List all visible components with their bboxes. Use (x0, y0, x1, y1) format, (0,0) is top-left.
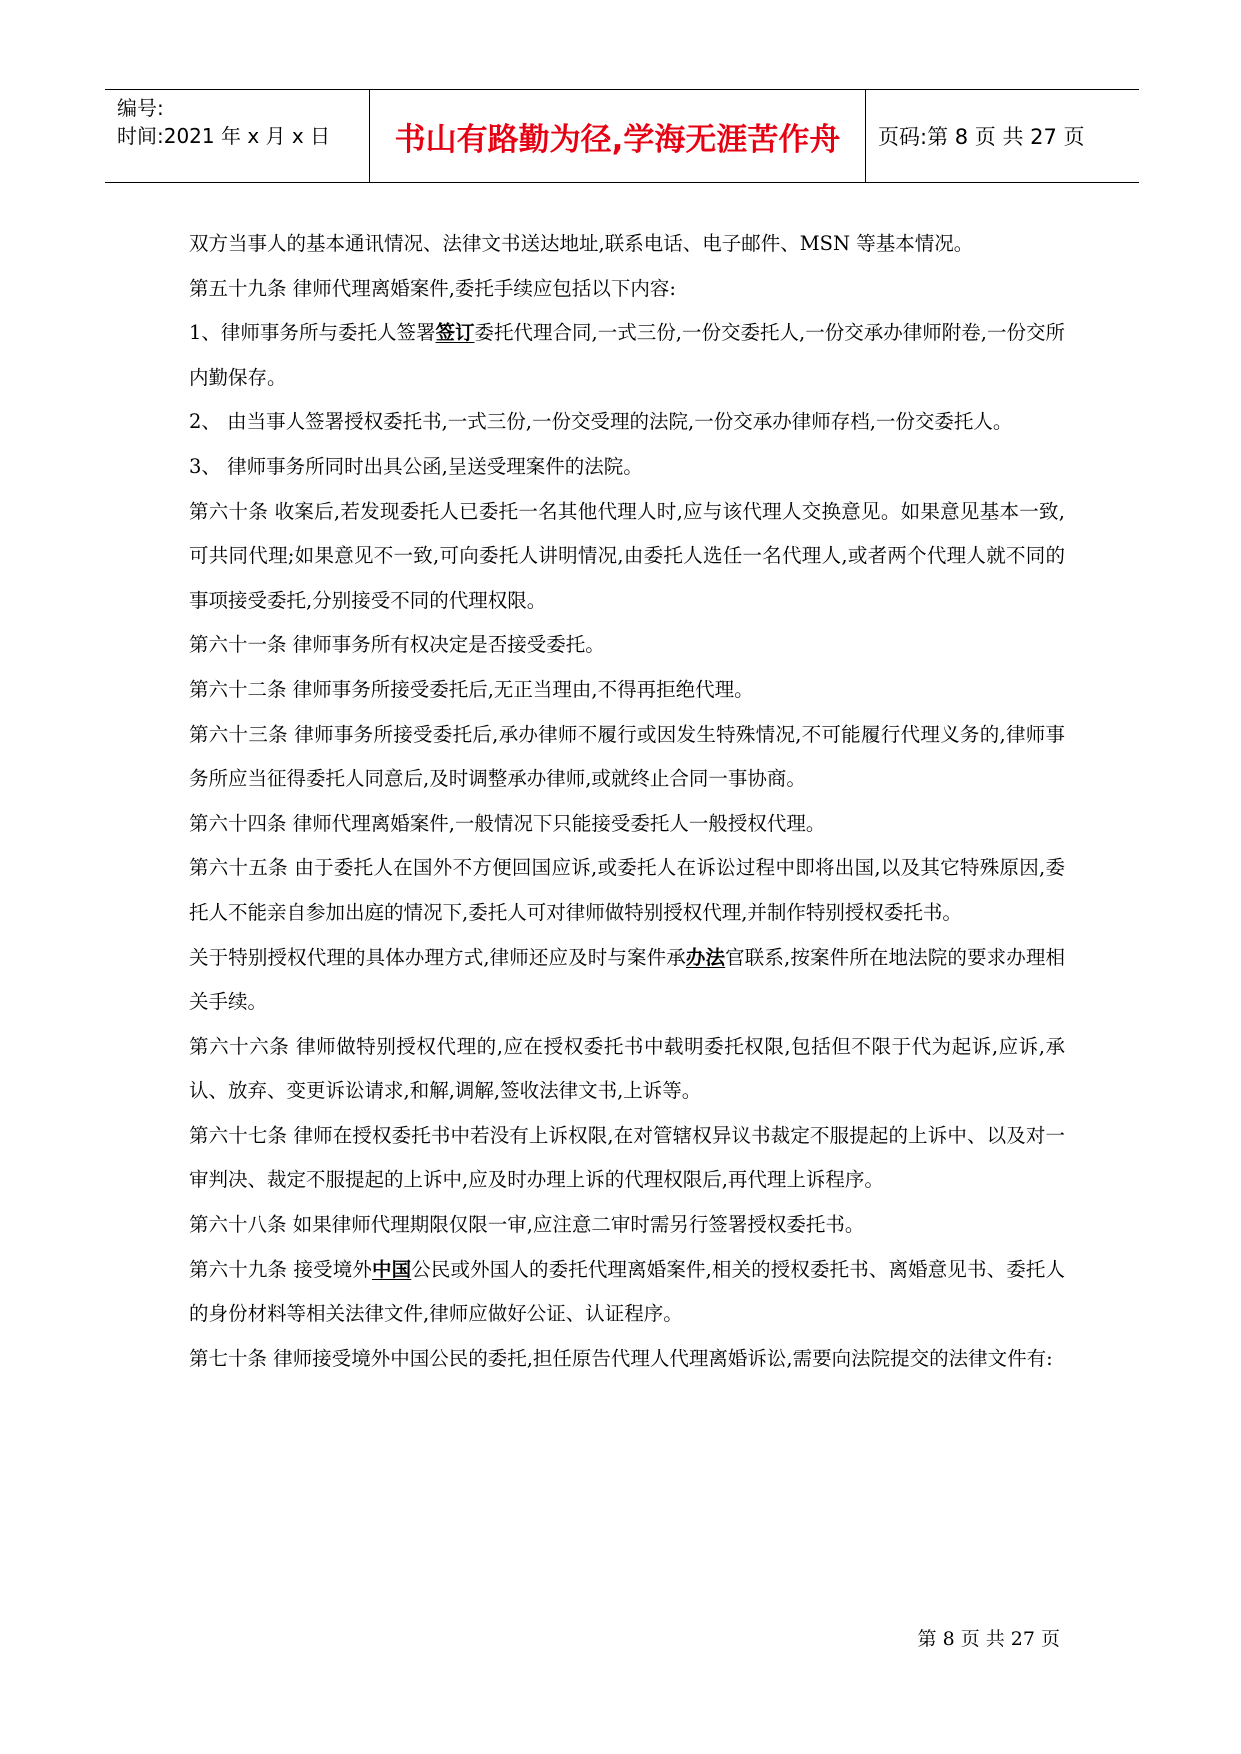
paragraph-text: 第六十七条 律师在授权委托书中若没有上诉权限,在对管辖权异议书裁定不服提起的上诉中、以及对一审判决、裁定不服提起的上诉中,应及时办理上诉的代理权限后,再代理上诉程序。 (189, 1123, 1065, 1192)
paragraph-text: 委托代理合同,一式三份,一份交委托人,一份交承办律师附卷,一份交所内勤保存。 (189, 321, 1065, 389)
paragraph-text: 第六十六条 律师做特别授权代理的,应在授权委托书中载明委托权限,包括但不限于代为起诉,应诉,承认、放弃、变更诉讼请求,和解,调解,签收法律文书,上诉等。 (189, 1034, 1065, 1103)
header-meta (105, 90, 370, 182)
document-number-label: 编号: (117, 96, 164, 120)
footer-page-number: 第 8 页 共 27 页 (917, 1628, 1060, 1650)
page-footer (700, 1624, 1060, 1651)
header-page-label: 页码:第 8 页 共 27 页 (878, 125, 1085, 149)
paragraph-text: 第六十二条 律师事务所接受委托后,无正当理由,不得再拒绝代理。 (189, 677, 754, 701)
body-paragraph (189, 400, 1065, 445)
body-paragraph (189, 1337, 1065, 1382)
body-paragraph (189, 802, 1065, 847)
paragraph-text: 第六十五条 由于委托人在国外不方便回国应诉,或委托人在诉讼过程中即将出国,以及其它特殊原因,委托人不能亲自参加出庭的情况下,委托人可对律师做特别授权代理,并制作特别授权委托书。 (189, 856, 1065, 924)
paragraph-text: 第六十九条 接受境外 (189, 1257, 372, 1281)
header-page-cell (866, 90, 1139, 182)
underlined-link-text[interactable]: 办法 (685, 945, 726, 969)
body-paragraph (189, 311, 1065, 400)
header-motto-cell (370, 90, 866, 182)
body-paragraph (189, 846, 1065, 935)
paragraph-text: 双方当事人的基本通讯情况、法律文书送达地址,联系电话、电子邮件、MSN 等基本情况。 (189, 232, 974, 255)
body-paragraph (189, 668, 1065, 713)
body-paragraph (189, 936, 1065, 1025)
paragraph-text: 第五十九条 律师代理离婚案件,委托手续应包括以下内容: (189, 276, 676, 300)
underlined-link-text[interactable]: 中国 (371, 1257, 412, 1281)
body-paragraph (189, 1203, 1065, 1248)
header-motto: 书山有路勤为径,学海无涯苦作舟 (394, 121, 841, 158)
paragraph-text: 关于特别授权代理的具体办理方式,律师还应及时与案件承 (189, 945, 686, 969)
body-paragraph (189, 623, 1065, 668)
body-paragraph (189, 445, 1065, 490)
paragraph-text: 第六十一条 律师事务所有权决定是否接受委托。 (189, 633, 605, 657)
document-body (189, 222, 1065, 1381)
paragraph-text: 2、 由当事人签署授权委托书,一式三份,一份交受理的法院,一份交承办律师存档,一份交委托人。 (189, 410, 1013, 434)
paragraph-text: 第六十三条 律师事务所接受委托后,承办律师不履行或因发生特殊情况,不可能履行代理义务的,律师事务所应当征得委托人同意后,及时调整承办律师,或就终止合同一事协商。 (189, 722, 1065, 791)
paragraph-text: 公民或外国人的委托代理离婚案件,相关的授权委托书、离婚意见书、委托人的身份材料等相关法律文件,律师应做好公证、认证程序。 (189, 1257, 1065, 1326)
body-paragraph (189, 267, 1065, 312)
paragraph-text: 第六十八条 如果律师代理期限仅限一审,应注意二审时需另行签署授权委托书。 (189, 1213, 865, 1237)
paragraph-text: 第六十条 收案后,若发现委托人已委托一名其他代理人时,应与该代理人交换意见。如果意见基本一致,可共同代理;如果意见不一致,可向委托人讲明情况,由委托人选任一名代理人,或者两个代理人就不同的事项接受委托,分别接受不同的代理权限。 (189, 499, 1065, 612)
document-time-label: 时间:2021 年 x 月 x 日 (117, 124, 331, 148)
body-paragraph (189, 713, 1065, 802)
body-paragraph (189, 490, 1065, 624)
body-paragraph (189, 1025, 1065, 1114)
body-paragraph (189, 1114, 1065, 1203)
paragraph-text: 第七十条 律师接受境外中国公民的委托,担任原告代理人代理离婚诉讼,需要向法院提交的法律文件有: (189, 1346, 1053, 1370)
body-paragraph (189, 1248, 1065, 1337)
paragraph-text: 1、律师事务所与委托人签署 (189, 321, 436, 345)
underlined-link-text[interactable]: 签订 (435, 321, 475, 345)
paragraph-text: 第六十四条 律师代理离婚案件,一般情况下只能接受委托人一般授权代理。 (189, 811, 826, 835)
page-header (105, 89, 1139, 183)
paragraph-text: 3、 律师事务所同时出具公函,呈送受理案件的法院。 (189, 454, 643, 478)
body-paragraph (189, 222, 1065, 267)
paragraph-text: 官联系,按案件所在地法院的要求办理相关手续。 (189, 945, 1065, 1014)
